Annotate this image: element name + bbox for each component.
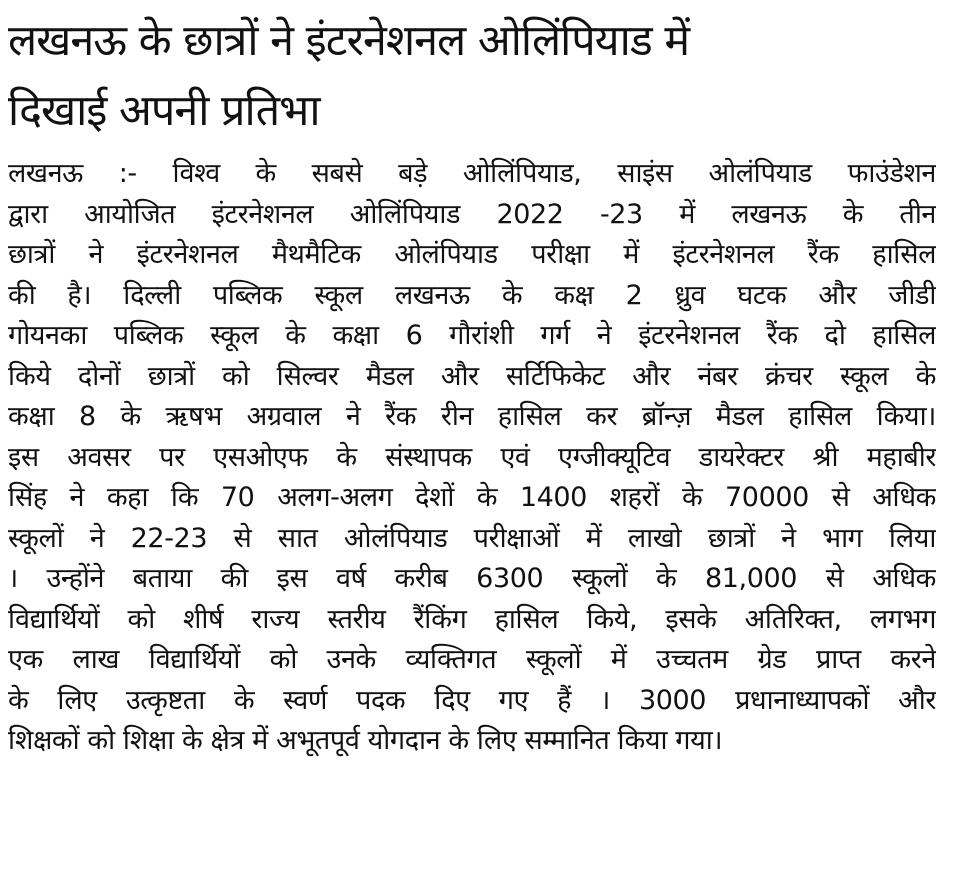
body-line: के लिए उत्कृष्टता के स्वर्ण पदक दिए गए हैं । 3000 प्रधानाध्यापकों और — [8, 684, 936, 716]
body-line: इस अवसर पर एसओएफ के संस्थापक एवं एग्जीक्यूटिव डायरेक्टर श्री महाबीर — [8, 441, 936, 473]
article-headline — [8, 0, 936, 146]
body-line: किये दोनों छात्रों को सिल्वर मैडल और सर्टिफिकेट और नंबर क्रंचर स्कूल के — [8, 360, 936, 392]
body-line: एक लाख विद्यार्थियों को उनके व्यक्तिगत स्कूलों में उच्चतम ग्रेड प्राप्त करने — [8, 644, 936, 675]
body-line: लखनऊ :- विश्व के सबसे बड़े ओलिंपियाड, साइंस ओलंपियाड फाउंडेशन — [8, 158, 936, 189]
article-body — [8, 146, 936, 762]
body-line: सिंह ने कहा कि 70 अलग-अलग देशों के 1400 शहरों के 70000 से अधिक — [8, 482, 936, 513]
body-line: विद्यार्थियों को शीर्ष राज्य स्तरीय रैंकिंग हासिल किये, इसके अतिरिक्त, लगभग — [8, 603, 936, 635]
body-line: गोयनका पब्लिक स्कूल के कक्षा 6 गौरांशी गर्ग ने इंटरनेशनल रैंक दो हासिल — [8, 320, 936, 351]
body-line: की है। दिल्ली पब्लिक स्कूल लखनऊ के कक्ष 2 ध्रुव घटक और जीडी — [8, 279, 936, 311]
headline-line-1: लखनऊ के छात्रों ने इंटरनेशनल ओलिंपियाड में — [8, 16, 690, 66]
body-line: । उन्होंने बताया की इस वर्ष करीब 6300 स्कूलों के 81,000 से अधिक — [8, 563, 936, 594]
headline-line-2: दिखाई अपनी प्रतिभा — [8, 86, 320, 136]
body-line: शिक्षकों को शिक्षा के क्षेत्र में अभूतपूर्व योगदान के लिए सम्मानित किया गया। — [8, 725, 723, 756]
body-line: द्वारा आयोजित इंटरनेशनल ओलिंपियाड 2022 -23 में लखनऊ के तीन — [8, 198, 936, 230]
body-line: कक्षा 8 के ऋषभ अग्रवाल ने रैंक रीन हासिल कर ब्रॉन्ज़ मैडल हासिल किया। — [8, 401, 936, 432]
body-line: छात्रों ने इंटरनेशनल मैथमैटिक ओलंपियाड परीक्षा में इंटरनेशनल रैंक हासिल — [8, 239, 936, 270]
body-line: स्कूलों ने 22-23 से सात ओलंपियाड परीक्षाओं में लाखो छात्रों ने भाग लिया — [8, 522, 936, 554]
